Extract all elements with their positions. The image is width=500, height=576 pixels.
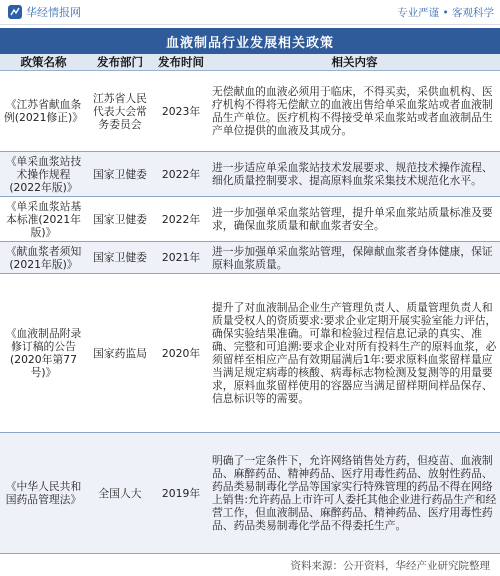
policy-dept: 国家卫健委 xyxy=(87,242,153,274)
table-row xyxy=(0,242,500,274)
source-footer xyxy=(0,554,500,576)
policy-dept: 国家卫健委 xyxy=(87,197,153,242)
top-bar xyxy=(0,0,500,25)
col-header-dept: 发布部门 xyxy=(87,54,153,71)
source-note: 资料来源：公开资料，华经产业研究院整理 xyxy=(290,559,490,572)
col-header-year: 发布时间 xyxy=(153,54,209,71)
policy-content: 进一步加强单采血浆站管理，保障献血浆者身体健康，保证原料血浆质量。 xyxy=(209,242,500,274)
title-bar xyxy=(0,28,500,54)
policy-content: 提升了对血液制品企业生产管理负责人、质量管理负责人和质量受权人的资质要求:要求企业定期开展实验室能力评估，确保实验结果准确。可靠和检验过程信息记录的真实、准确、完整和可追溯:要求企业对所有投料生产的原料血浆，必须留样至相应产品有效期届满后1年:要求原料血浆留样量应当满足规定病毒的核酸、病毒标志物检测及复测等的用量要求，原料血浆留样使用的容器应当满足留样期间样品保存、信息标识等的需要。 xyxy=(209,274,500,433)
table-row xyxy=(0,274,500,433)
policy-content: 无偿献血的血液必须用于临床，不得买卖，采供血机构、医疗机构不得将无偿献立的血液出售给单采血浆站或者血液制品生产单位。医疗机构不得接受单采血浆站或者血液制品生产单位提供的血液及其成分。 xyxy=(209,71,500,152)
policy-name: 《血液制品附录修订稿的公告(2020年第77号)》 xyxy=(0,274,87,433)
brand xyxy=(8,4,81,20)
policy-year: 2019年 xyxy=(153,433,209,554)
col-header-content: 相关内容 xyxy=(209,54,500,71)
policy-name: 《江苏省献血条例(2021修正)》 xyxy=(0,71,87,152)
table-header-row xyxy=(0,54,500,71)
policy-table xyxy=(0,54,500,554)
col-header-name: 政策名称 xyxy=(0,54,87,71)
policy-year: 2022年 xyxy=(153,197,209,242)
table-row xyxy=(0,71,500,152)
policy-year: 2022年 xyxy=(153,152,209,197)
policy-name: 《单采血浆站技术操作规程(2022年版)》 xyxy=(0,152,87,197)
policy-name: 《中华人民共和国药品管理法》 xyxy=(0,433,87,554)
policy-dept: 全国人大 xyxy=(87,433,153,554)
policy-content: 进一步加强单采血浆站管理，提升单采血浆站质量标准及要求，确保血浆质量和献血浆者安全。 xyxy=(209,197,500,242)
table-row xyxy=(0,197,500,242)
table-row xyxy=(0,433,500,554)
policy-content: 进一步适应单采血浆站技术发展要求、规范技术操作流程、细化质量控制要求、提高原料血浆采集技术规范化水平。 xyxy=(209,152,500,197)
policy-dept: 江苏省人民代表大会常务委员会 xyxy=(87,71,153,152)
brand-logo-icon xyxy=(8,5,22,19)
slogan: 专业严谨 • 客观科学 xyxy=(397,6,494,19)
table-row xyxy=(0,152,500,197)
policy-year: 2021年 xyxy=(153,242,209,274)
brand-name: 华经情报网 xyxy=(26,6,81,19)
policy-dept: 国家药监局 xyxy=(87,274,153,433)
policy-year: 2023年 xyxy=(153,71,209,152)
policy-dept: 国家卫健委 xyxy=(87,152,153,197)
policy-name: 《献血浆者须知(2021年版)》 xyxy=(0,242,87,274)
policy-name: 《单采血浆站基本标准(2021年版)》 xyxy=(0,197,87,242)
policy-content: 明确了一定条件下，允许网络销售处方药，但疫苗、血液制品、麻醉药品、精神药品、医疗用毒性药品、放射性药品、药品类易制毒化学品等国家实行特殊管理的药品不得在网络上销售:允许药品上市许可人委托其他企业进行药品生产和经营工作，但血液制品、麻醉药品、精神药品、医疗用毒性药品、药品类易制毒化学品不得委托生产。 xyxy=(209,433,500,554)
page-title: 血液制品行业发展相关政策 xyxy=(165,35,334,51)
policy-year: 2020年 xyxy=(153,274,209,433)
